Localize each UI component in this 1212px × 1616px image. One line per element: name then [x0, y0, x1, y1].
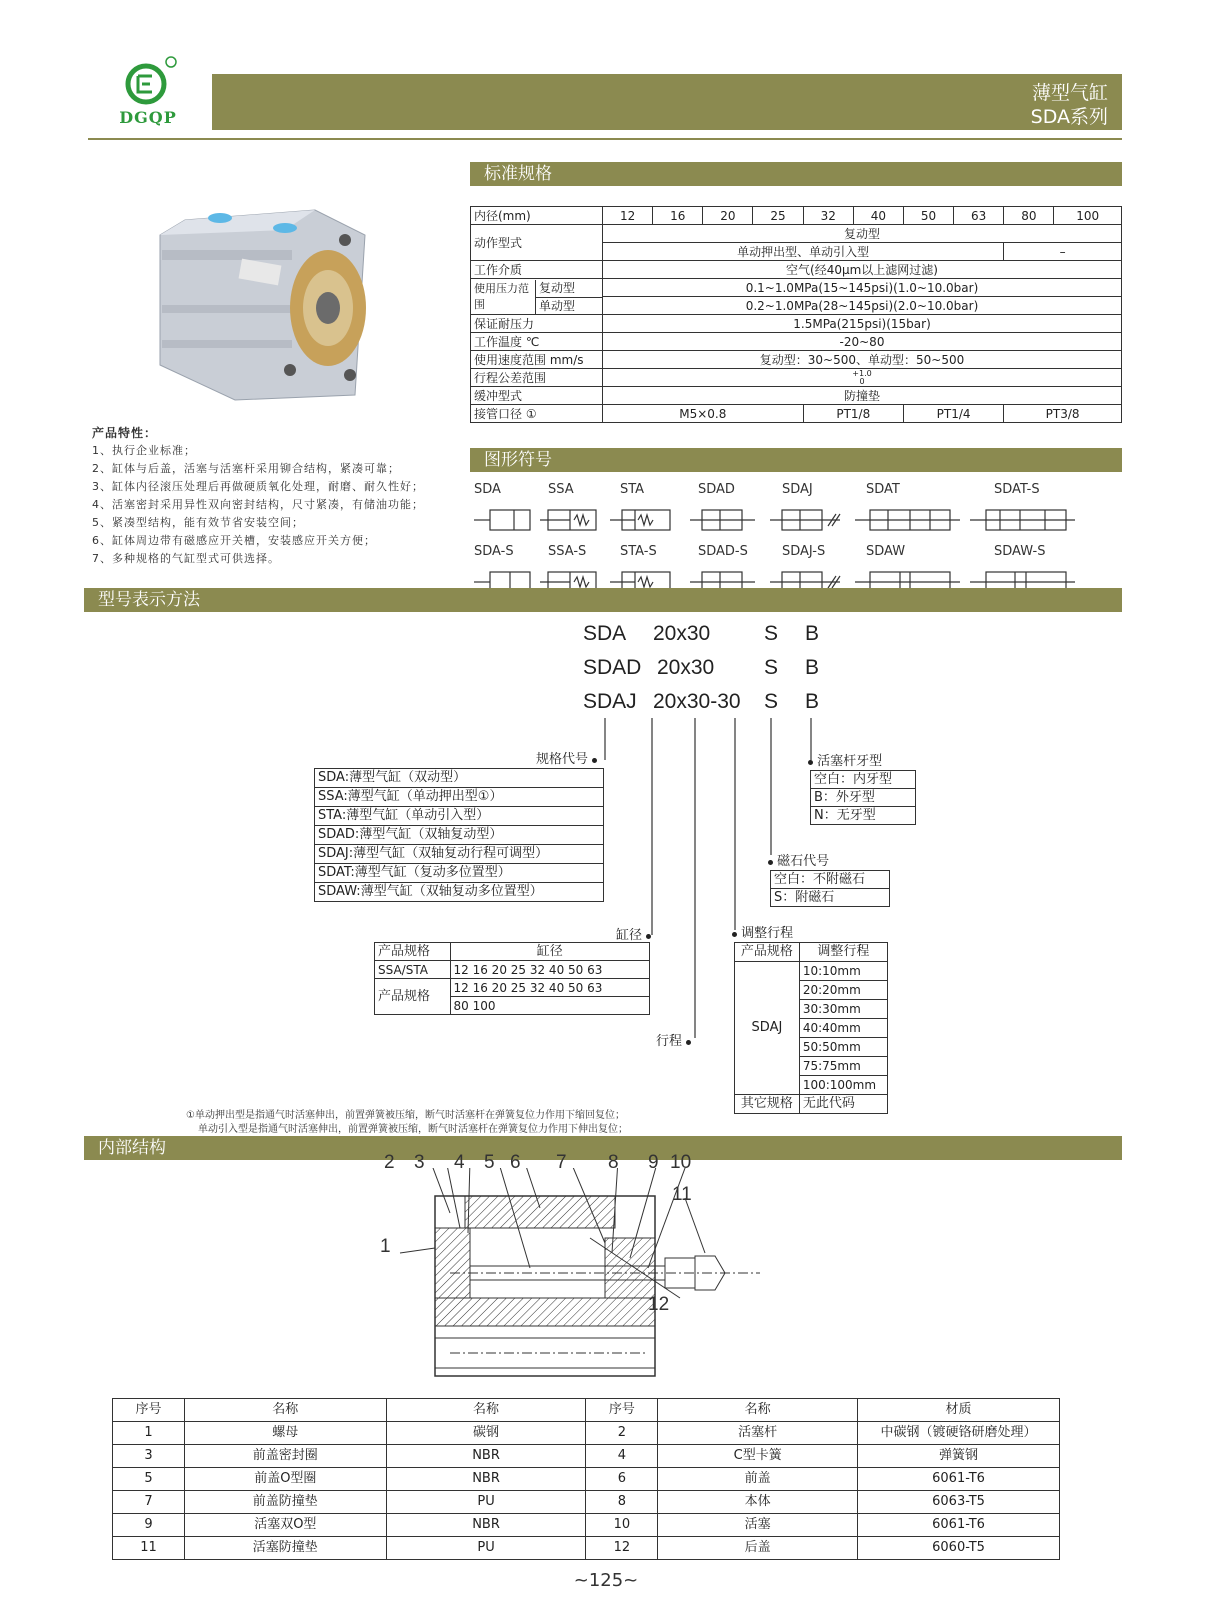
symbol-label: SDAD [698, 482, 735, 497]
parts-header: 材质 [858, 1399, 1060, 1422]
thread-type-table [810, 770, 916, 825]
parts-cell: C型卡簧 [658, 1445, 858, 1468]
page-number: ~125~ [573, 1570, 639, 1591]
adjust-table-value: 75:75mm [799, 1057, 887, 1076]
parts-cell: 6060-T5 [858, 1537, 1060, 1560]
parts-header: 序号 [113, 1399, 185, 1422]
spec-code-item: SDAD:薄型气缸（双轴复动型） [315, 826, 604, 845]
model-code-thread: B [805, 656, 820, 679]
symbol-row-1 [470, 482, 1122, 542]
spec-code-item: SDA:薄型气缸（双动型） [315, 769, 604, 788]
parts-cell: 5 [113, 1468, 185, 1491]
spec-pressure-cell [471, 279, 603, 315]
feature-item: 6、缸体周边带有磁感应开关槽，安装感应开关方便； [92, 534, 376, 547]
bore-label-text: 缸径 [616, 928, 643, 943]
symbol-label: SDA [474, 482, 501, 497]
spec-table [470, 206, 1122, 423]
spec-bore: 40 [853, 207, 903, 225]
parts-cell: 12 [586, 1537, 658, 1560]
feature-item: 1、执行企业标准； [92, 444, 196, 457]
spec-bore: 20 [703, 207, 753, 225]
parts-cell: NBR [386, 1468, 586, 1491]
model-code-thread: B [805, 622, 820, 645]
bullet-icon [646, 934, 651, 939]
parts-header: 名称 [386, 1399, 586, 1422]
adjust-table-header: 调整行程 [799, 943, 887, 962]
symbol-label: SDAT [866, 482, 900, 497]
symbol-label: SSA [548, 482, 574, 497]
parts-cell: 碳钢 [386, 1422, 586, 1445]
thread-option: 空白：内牙型 [811, 771, 916, 789]
spec-proof-label: 保证耐压力 [471, 315, 603, 333]
parts-cell: PU [386, 1537, 586, 1560]
adjust-stroke-label [732, 922, 793, 941]
parts-cell: 活塞 [658, 1514, 858, 1537]
spec-code-item: SSA:薄型气缸（单动押出型①） [315, 788, 604, 807]
parts-cell: 活塞杆 [658, 1422, 858, 1445]
parts-cell: 后盖 [658, 1537, 858, 1560]
parts-cell: 9 [113, 1514, 185, 1537]
spec-bore: 100 [1054, 207, 1122, 225]
parts-header: 序号 [586, 1399, 658, 1422]
model-code-prefix: SDA [583, 622, 627, 645]
spec-code-label-text: 规格代号 [536, 752, 589, 767]
model-code-magnet: S [764, 656, 779, 679]
table-row [113, 1445, 1060, 1468]
adjust-table-value: 10:10mm [799, 962, 887, 981]
cylinder-cross-section-icon [390, 1168, 790, 1388]
features [92, 424, 452, 568]
parts-cell: 前盖O型圈 [184, 1468, 386, 1491]
adjust-stroke-label-text: 调整行程 [741, 926, 794, 941]
callout-number: 11 [672, 1184, 692, 1205]
bore-table [374, 942, 650, 1015]
thread-option: N：无牙型 [811, 807, 916, 825]
spec-pressure-single: 0.2~1.0MPa(28~145psi)(2.0~10.0bar) [603, 297, 1122, 315]
spec-stroke-tol-value [603, 369, 1122, 387]
symbol-label: STA-S [620, 544, 657, 559]
parts-cell: 1 [113, 1422, 185, 1445]
adjust-table-value: 30:30mm [799, 1000, 887, 1019]
symbols-section-title: 图形符号 [470, 448, 1122, 472]
model-code-magnet: S [764, 690, 779, 713]
spec-section-title: 标准规格 [470, 162, 1122, 186]
brand-name: DGQP [119, 108, 177, 127]
spec-bore: 12 [603, 207, 653, 225]
model-code-size: 20x30-30 [653, 690, 741, 713]
callout-number: 7 [556, 1152, 567, 1173]
parts-cell: 4 [586, 1445, 658, 1468]
parts-header: 名称 [658, 1399, 858, 1422]
thread-type-label [808, 750, 882, 769]
spec-bore: 16 [653, 207, 703, 225]
callout-number: 1 [380, 1236, 391, 1257]
bullet-icon [686, 1040, 691, 1045]
spec-stroke-tol-upper: +1.0 [852, 368, 872, 378]
table-row [113, 1537, 1060, 1560]
parts-cell: 前盖密封圈 [184, 1445, 386, 1468]
bullet-icon [592, 758, 597, 763]
spec-code-label [536, 748, 597, 767]
spec-code-item: STA:薄型气缸（单动引入型） [315, 807, 604, 826]
parts-cell: 6063-T5 [858, 1491, 1060, 1514]
feature-item: 3、缸体内径滚压处理后再做硬质氧化处理，耐磨、耐久性好； [92, 480, 424, 493]
callout-number: 6 [510, 1152, 521, 1173]
spec-bore-label: 内径(mm) [471, 207, 603, 225]
parts-cell: 6061-T6 [858, 1468, 1060, 1491]
spec-bore: 50 [903, 207, 953, 225]
spec-bore: 32 [803, 207, 853, 225]
spec-action-double: 复动型 [603, 225, 1122, 243]
callout-number: 12 [648, 1294, 670, 1315]
symbol-label: SDA-S [474, 544, 514, 559]
footnote-1: ①单动押出型是指通气时活塞伸出，前置弹簧被压缩，断气时活塞杆在弹簧复位力作用下缩回复位； [186, 1110, 625, 1121]
model-code-size: 20x30 [657, 656, 715, 679]
callout-number: 8 [608, 1152, 619, 1173]
features-title: 产品特性： [92, 426, 158, 440]
table-row [113, 1422, 1060, 1445]
symbol-label: SDAJ [782, 482, 813, 497]
parts-cell: 前盖 [658, 1468, 858, 1491]
stroke-label [656, 1030, 691, 1049]
parts-cell: 7 [113, 1491, 185, 1514]
callout-number: 9 [648, 1152, 659, 1173]
bore-table-value: 12 16 20 25 32 40 50 63 [450, 979, 649, 997]
symbol-label: SSA-S [548, 544, 587, 559]
parts-cell: 6061-T6 [858, 1514, 1060, 1537]
spec-bore: 25 [753, 207, 803, 225]
parts-cell: 3 [113, 1445, 185, 1468]
cylinder-symbols-row1-icon [470, 500, 1122, 534]
spec-port-value: PT3/8 [1004, 405, 1122, 423]
bullet-icon [732, 932, 737, 937]
model-code-size: 20x30 [653, 622, 711, 645]
bore-table-value: 12 16 20 25 32 40 50 63 [450, 961, 649, 979]
bore-label [616, 924, 651, 943]
parts-cell: 螺母 [184, 1422, 386, 1445]
parts-cell: 活塞双O型 [184, 1514, 386, 1537]
spec-port-label: 接管口径 ① [471, 405, 603, 423]
spec-cushion-value: 防撞垫 [603, 387, 1122, 405]
feature-item: 5、紧凑型结构，能有效节省安装空间； [92, 516, 304, 529]
spec-pressure-double-label: 复动型 [536, 280, 602, 298]
model-code-prefix: SDAJ [583, 690, 637, 713]
header-rule [88, 138, 1122, 140]
magnet-option: 空白：不附磁石 [771, 871, 890, 889]
header-subtitle: SDA系列 [1030, 106, 1108, 128]
parts-cell: 8 [586, 1491, 658, 1514]
adjust-table-other-value: 无此代码 [799, 1095, 887, 1114]
bore-table-header: 产品规格 [375, 943, 451, 961]
table-row [113, 1514, 1060, 1537]
spec-temp-value: -20~80 [603, 333, 1122, 351]
spec-pressure-single-label: 单动型 [539, 298, 576, 313]
magnet-code-label-text: 磁石代号 [777, 854, 830, 869]
parts-table [112, 1398, 1060, 1560]
parts-cell: NBR [386, 1445, 586, 1468]
parts-header: 名称 [184, 1399, 386, 1422]
adjust-table-name: SDAJ [735, 962, 800, 1095]
adjust-stroke-table [734, 942, 888, 1114]
symbol-label: SDAW-S [994, 544, 1046, 559]
table-row [113, 1491, 1060, 1514]
spec-action-dash: – [1004, 243, 1122, 261]
symbol-label: SDAD-S [698, 544, 748, 559]
parts-cell: 本体 [658, 1491, 858, 1514]
spec-bore: 80 [1004, 207, 1054, 225]
spec-temp-label: 工作温度 ℃ [471, 333, 603, 351]
parts-cell: 2 [586, 1422, 658, 1445]
spec-cushion-label: 缓冲型式 [471, 387, 603, 405]
feature-item: 7、多种规格的气缸型式可供选择。 [92, 552, 280, 565]
model-section-title: 型号表示方法 [84, 588, 1122, 612]
spec-port-value: PT1/8 [803, 405, 903, 423]
spec-speed-label: 使用速度范围 mm/s [471, 351, 603, 369]
product-photo [150, 190, 380, 410]
bullet-icon [808, 760, 813, 765]
table-row [113, 1468, 1060, 1491]
header-title: 薄型气缸 [1031, 82, 1108, 104]
callout-number: 2 [384, 1152, 395, 1173]
spec-code-item: SDAW:薄型气缸（双轴复动多位置型） [315, 883, 604, 902]
bore-table-value: 80 100 [450, 997, 649, 1015]
spec-proof-value: 1.5MPa(215psi)(15bar) [603, 315, 1122, 333]
magnet-code-table [770, 870, 890, 907]
spec-action-single: 单动押出型、单动引入型 [603, 243, 1004, 261]
bullet-icon [768, 860, 773, 865]
thread-type-label-text: 活塞杆牙型 [817, 754, 883, 769]
parts-cell: 6 [586, 1468, 658, 1491]
parts-cell: PU [386, 1491, 586, 1514]
feature-item: 4、活塞密封采用异性双向密封结构，尺寸紧凑，有储油功能； [92, 498, 424, 511]
thread-option: B：外牙型 [811, 789, 916, 807]
adjust-table-value: 50:50mm [799, 1038, 887, 1057]
model-code-magnet: S [764, 622, 779, 645]
adjust-table-value: 100:100mm [799, 1076, 887, 1095]
symbol-label: STA [620, 482, 645, 497]
spec-code-item: SDAT:薄型气缸（复动多位置型） [315, 864, 604, 883]
bore-table-name: SSA/STA [375, 961, 451, 979]
callout-number: 3 [414, 1152, 425, 1173]
symbol-label: SDAT-S [994, 482, 1040, 497]
magnet-option: S：附磁石 [771, 889, 890, 907]
spec-stroke-tol-lower: 0 [859, 376, 865, 386]
parts-cell: 弹簧钢 [858, 1445, 1060, 1468]
spec-code-table [314, 768, 604, 902]
adjust-table-header: 产品规格 [735, 943, 800, 962]
logo [108, 54, 188, 130]
footnote-2: 单动引入型是指通气时活塞伸出，前置弹簧被压缩，断气时活塞杆在弹簧复位力作用下伸出复位； [198, 1124, 628, 1135]
parts-cell: 中碳钢（镀硬铬研磨处理） [858, 1422, 1060, 1445]
parts-cell: 10 [586, 1514, 658, 1537]
spec-pressure-double: 0.1~1.0MPa(15~145psi)(1.0~10.0bar) [603, 279, 1122, 297]
feature-item: 2、缸体与后盖，活塞与活塞杆采用铆合结构，紧凑可靠； [92, 462, 400, 475]
spec-port-value: PT1/4 [903, 405, 1003, 423]
parts-cell: 活塞防撞垫 [184, 1537, 386, 1560]
spec-medium-label: 工作介质 [471, 261, 603, 279]
adjust-table-value: 20:20mm [799, 981, 887, 1000]
spec-speed-value: 复动型：30~500、单动型：50~500 [603, 351, 1122, 369]
adjust-table-other-name: 其它规格 [735, 1095, 800, 1114]
parts-cell: NBR [386, 1514, 586, 1537]
callout-number: 5 [484, 1152, 495, 1173]
spec-bore: 63 [954, 207, 1004, 225]
stroke-label-text: 行程 [656, 1034, 683, 1049]
spec-pressure-label: 使用压力范围 [471, 280, 536, 314]
header-bar [212, 74, 1122, 130]
callout-number: 4 [454, 1152, 465, 1173]
magnet-code-label [768, 850, 829, 869]
model-code-thread: B [805, 690, 820, 713]
callout-number: 10 [670, 1152, 692, 1173]
spec-code-item: SDAJ:薄型气缸（双轴复动行程可调型） [315, 845, 604, 864]
symbol-label: SDAW [866, 544, 906, 559]
parts-cell: 11 [113, 1537, 185, 1560]
adjust-table-value: 40:40mm [799, 1019, 887, 1038]
spec-stroke-tol-label: 行程公差范围 [471, 369, 603, 387]
symbol-label: SDAJ-S [782, 544, 826, 559]
structure-diagram [380, 1152, 790, 1388]
spec-medium-value: 空气(经40μm以上滤网过滤) [603, 261, 1122, 279]
model-code-prefix: SDAD [583, 656, 642, 679]
bore-table-header: 缸径 [450, 943, 649, 961]
spec-port-value: M5×0.8 [603, 405, 804, 423]
bore-table-name: 产品规格 [375, 979, 451, 1015]
parts-cell: 前盖防撞垫 [184, 1491, 386, 1514]
structure-section-title: 内部结构 [84, 1136, 1122, 1160]
spec-action-label: 动作型式 [471, 225, 603, 261]
